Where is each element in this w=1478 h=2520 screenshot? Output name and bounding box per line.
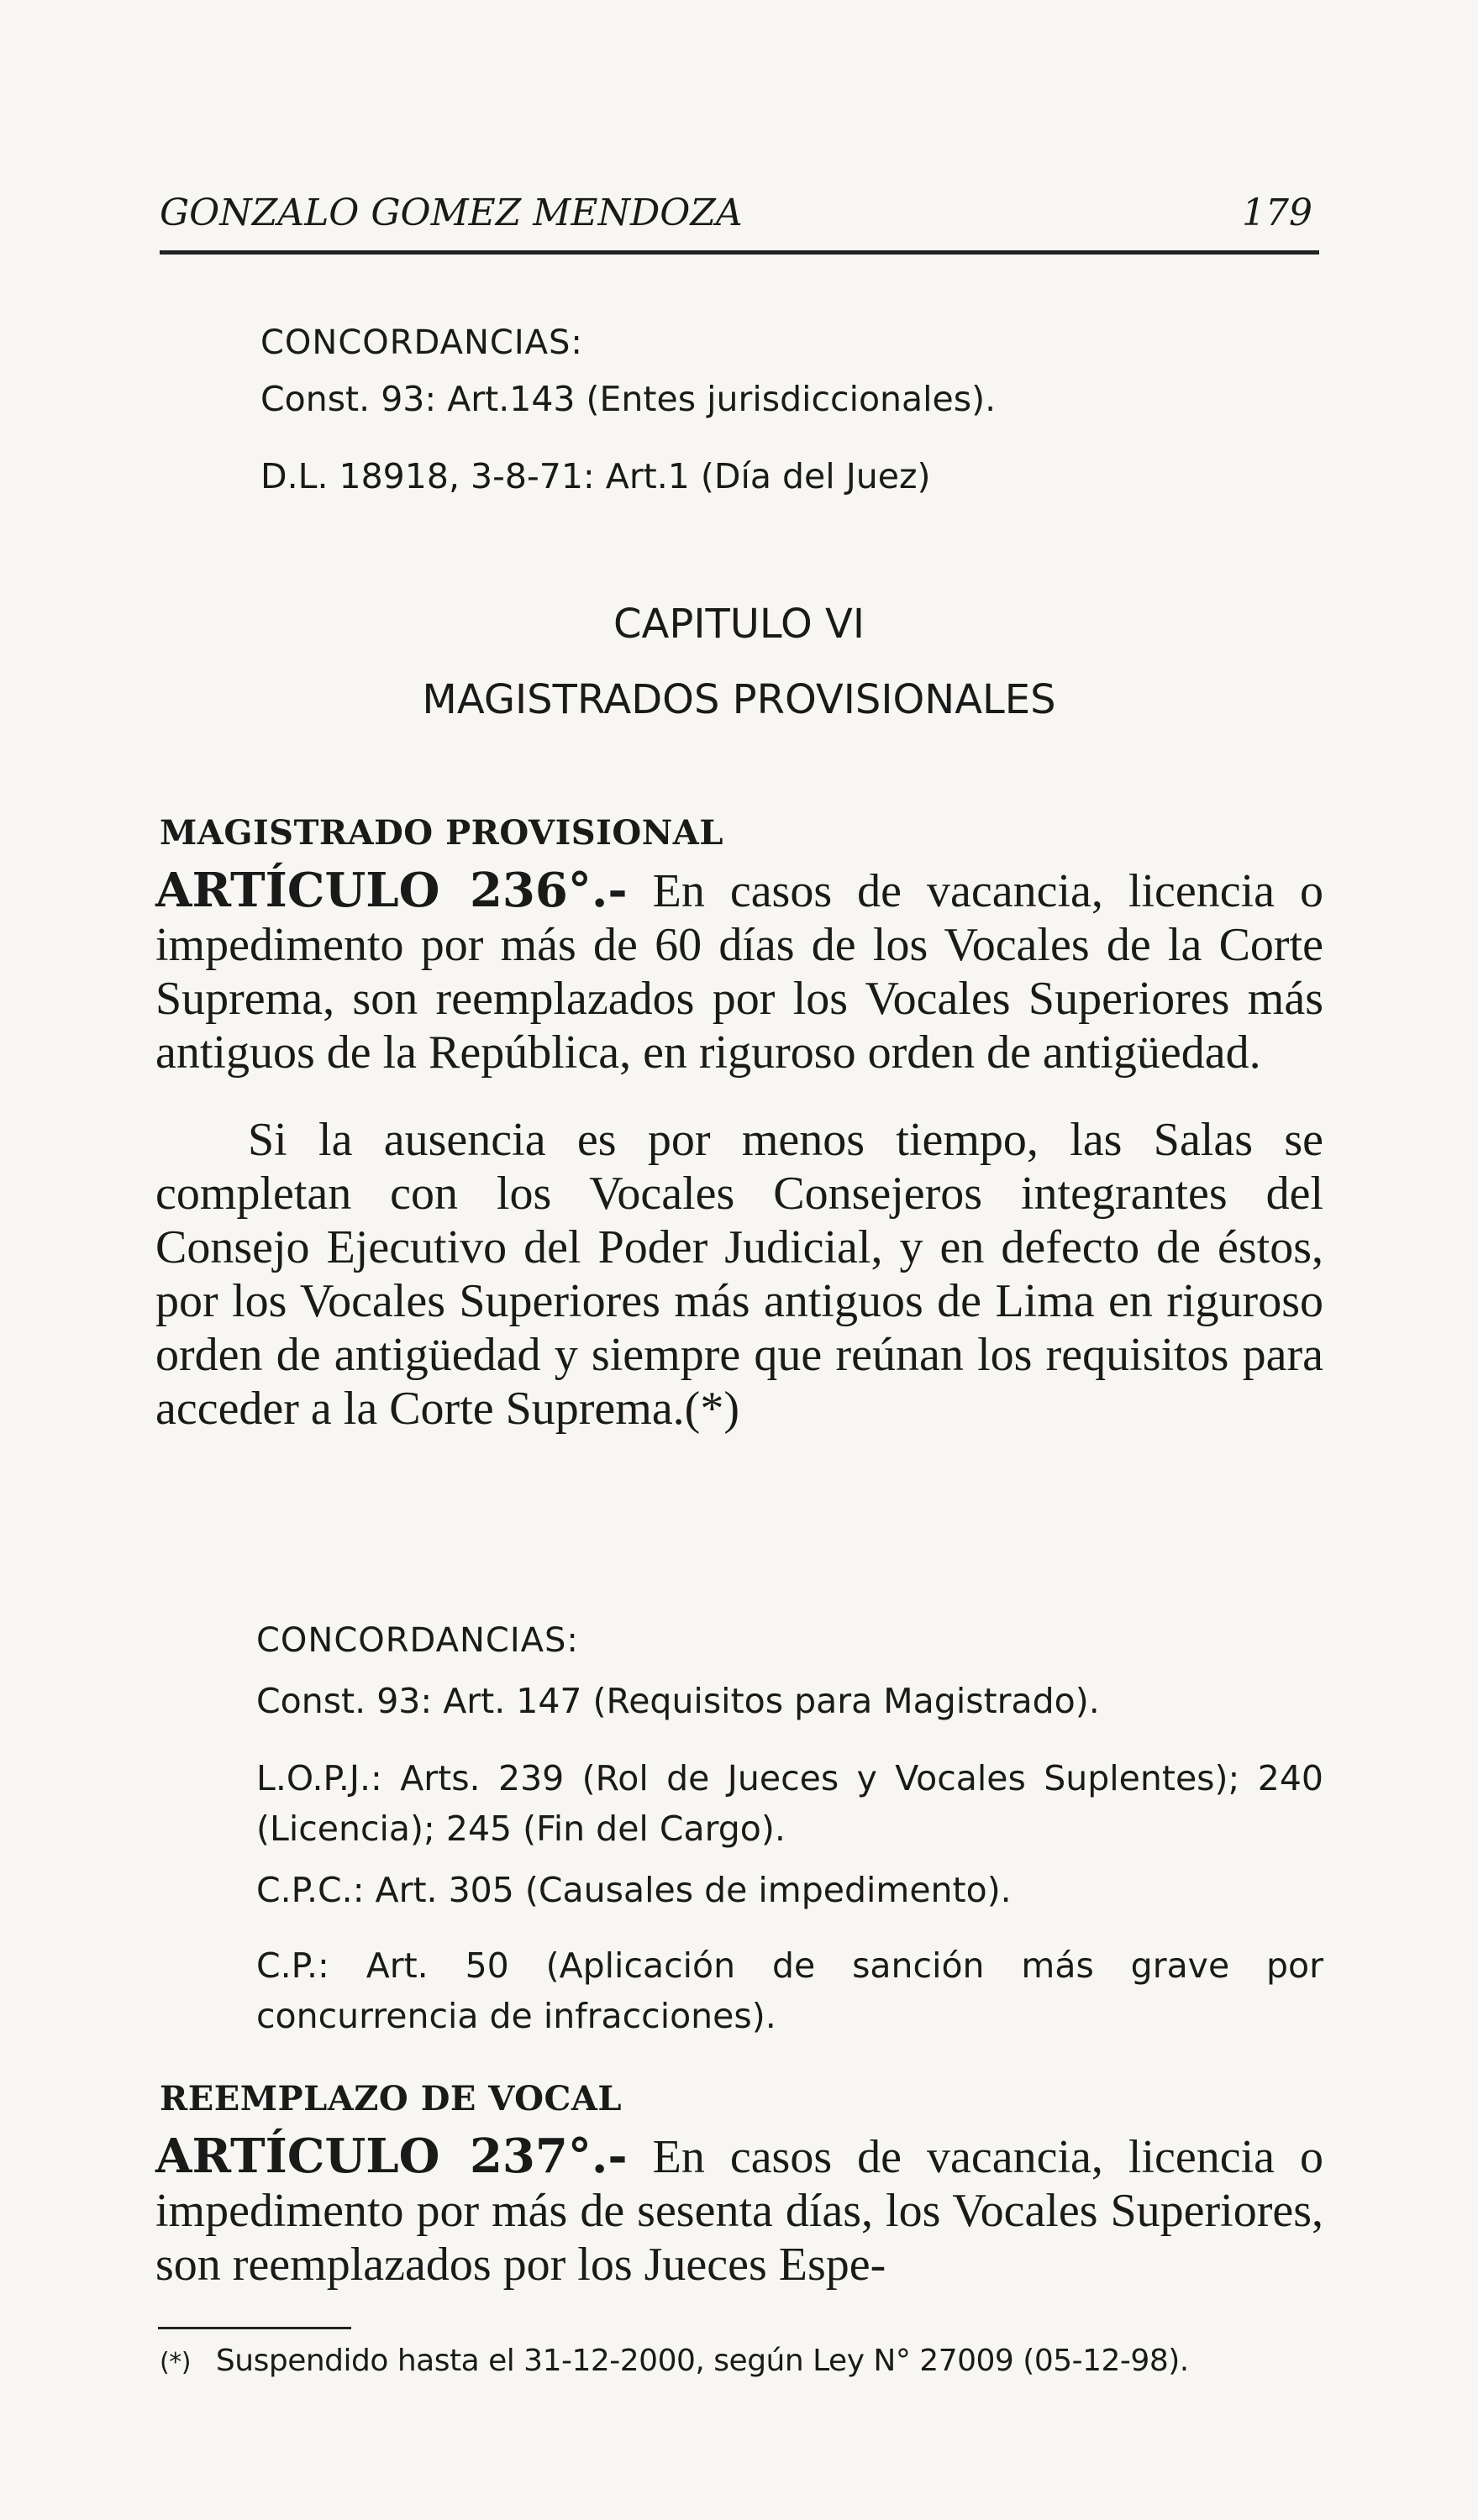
article-label: ARTÍCULO 236°.- [155, 863, 628, 918]
concordancias-title: CONCORDANCIAS: [256, 1621, 579, 1660]
page-number: 179 [1242, 192, 1312, 234]
concordancia-line: C.P.C.: Art. 305 (Causales de impedimento). [256, 1870, 1012, 1910]
article-236 [155, 864, 1323, 1436]
concordancias-title: CONCORDANCIAS: [260, 323, 583, 362]
article-text: En casos de vacancia, licencia o impedimento por más de 60 días de los Vocales de la Corte Suprema, son reemplazados por los Vocales Superiores más antiguos de la República, en riguroso orden de antigüedad. [155, 865, 1324, 1079]
article-label: ARTÍCULO 237°.- [155, 2129, 628, 2184]
concordancia-line: L.O.P.J.: Arts. 239 (Rol de Jueces y Vocales Suplentes); 240 (Licencia); 245 (Fin del Cargo). [256, 1758, 1323, 1849]
concordancia-line: C.P.: Art. 50 (Aplicación de sanción más grave por concurrencia de infracciones). [256, 1945, 1323, 2036]
footnote-mark: (*) [160, 2348, 191, 2377]
footnote [160, 2344, 1189, 2378]
section-heading: MAGISTRADO PROVISIONAL [160, 813, 723, 853]
footnote-divider [158, 2327, 351, 2329]
article-237-paragraph-1 [155, 2129, 1323, 2292]
section-heading: REEMPLAZO DE VOCAL [160, 2079, 622, 2118]
running-header [160, 192, 1319, 255]
header-author: GONZALO GOMEZ MENDOZA [160, 192, 743, 234]
article-237 [155, 2129, 1323, 2292]
article-236-paragraph-2: Si la ausencia es por menos tiempo, las Salas se completan con los Vocales Consejeros integrantes del Consejo Ejecutivo del Poder Judicial, y en defecto de éstos, por los Vocales Superiores más antiguos de Lima en riguroso orden de antigüedad y siempre que reúnan los requisitos para acceder a la Corte Suprema.(*) [155, 1114, 1323, 1435]
concordancia-line: Const. 93: Art. 147 (Requisitos para Magistrado). [256, 1681, 1100, 1721]
article-text: En casos de vacancia, licencia o impedimento por más de sesenta días, los Vocales Superiores, son reemplazados por los Jueces Espe- [155, 2131, 1324, 2291]
chapter-number: CAPITULO VI [613, 601, 865, 648]
concordancia-line: Const. 93: Art.143 (Entes jurisdiccionales). [260, 379, 997, 419]
article-236-paragraph-1 [155, 864, 1323, 1079]
chapter-title: MAGISTRADOS PROVISIONALES [422, 676, 1056, 723]
footnote-text: Suspendido hasta el 31-12-2000, según Ley N° 27009 (05-12-98). [215, 2344, 1189, 2378]
concordancia-line: D.L. 18918, 3-8-71: Art.1 (Día del Juez) [260, 456, 931, 496]
